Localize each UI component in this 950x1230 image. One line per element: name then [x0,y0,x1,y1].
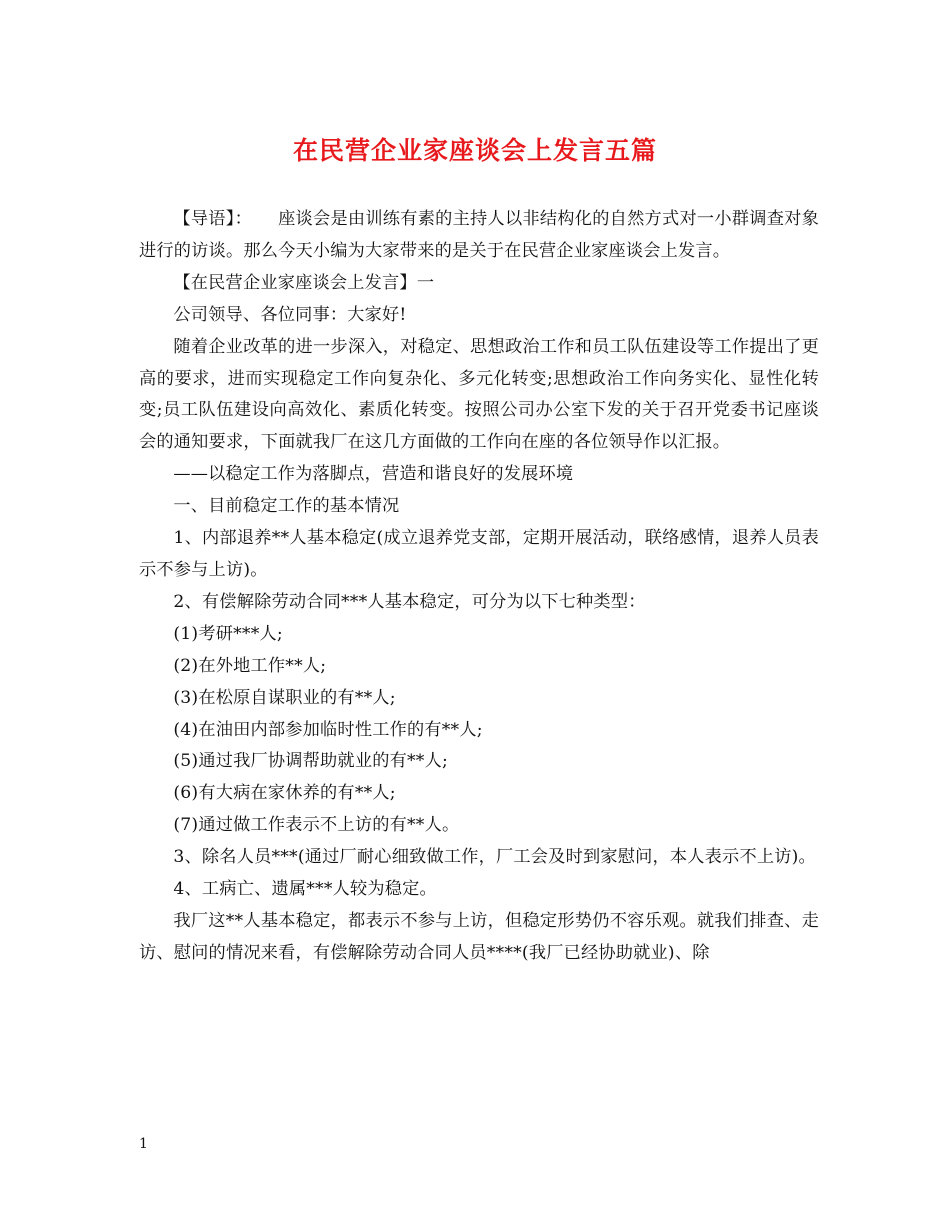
page-number: 1 [139,1136,148,1152]
document-title: 在民营企业家座谈会上发言五篇 [292,136,657,165]
document-body [139,204,819,970]
list-item: (2)在外地工作**人; [173,655,327,676]
list-item: (1)考研***人; [173,623,283,644]
paragraph: 我厂这**人基本稳定，都表示不参与上访，但稳定形势仍不容乐观。就我们排查、走访、慰问的情况来看，有偿解除劳动合同人员****(我厂已经协助就业)、除 [139,910,819,963]
paragraph: 2、有偿解除劳动合同***人基本稳定，可分为以下七种类型： [173,591,646,612]
list-item: (5)通过我厂协调帮助就业的有**人; [173,751,448,772]
paragraph: 【在民营企业家座谈会上发言】一 [173,272,435,293]
list-item: (6)有大病在家休养的有**人; [173,783,396,804]
intro-label: 【导语】： [173,209,253,229]
paragraph: 4、工病亡、遗属***人较为稳定。 [173,879,437,900]
list-item: (7)通过做工作表示不上访的有**人。 [173,815,460,836]
paragraph: ——以稳定工作为落脚点，营造和谐良好的发展环境 [173,464,574,485]
paragraph: 公司领导、各位同事：大家好! [173,304,407,325]
list-item: (3)在松原自谋职业的有**人; [173,687,396,708]
intro-text: 座谈会是由训练有素的主持人以非结构化的自然方式对一小群调查对象进行的访谈。那么今天小编为大家带来的是关于在民营企业家座谈会上发言。 [139,209,819,261]
paragraph: 1、内部退养**人基本稳定(成立退养党支部，定期开展活动，联络感情，退养人员表示不参与上访)。 [139,528,819,580]
paragraph: 一、目前稳定工作的基本情况 [173,496,400,517]
paragraph: 3、除名人员***(通过厂耐心细致做工作，厂工会及时到家慰问，本人表示不上访)。 [173,847,816,868]
intro-paragraph [139,204,819,268]
list-item: (4)在油田内部参加临时性工作的有**人; [173,719,483,740]
paragraph: 随着企业改革的进一步深入，对稳定、思想政治工作和员工队伍建设等工作提出了更高的要求，进而实现稳定工作向复杂化、多元化转变;思想政治工作向务实化、显性化转变;员工队伍建设向高效化、素质化转变。按照公司办公室下发的关于召开党委书记座谈会的通知要求，下面就我厂在这几方面做的工作向在座的各位领导作以汇报。 [139,336,819,453]
